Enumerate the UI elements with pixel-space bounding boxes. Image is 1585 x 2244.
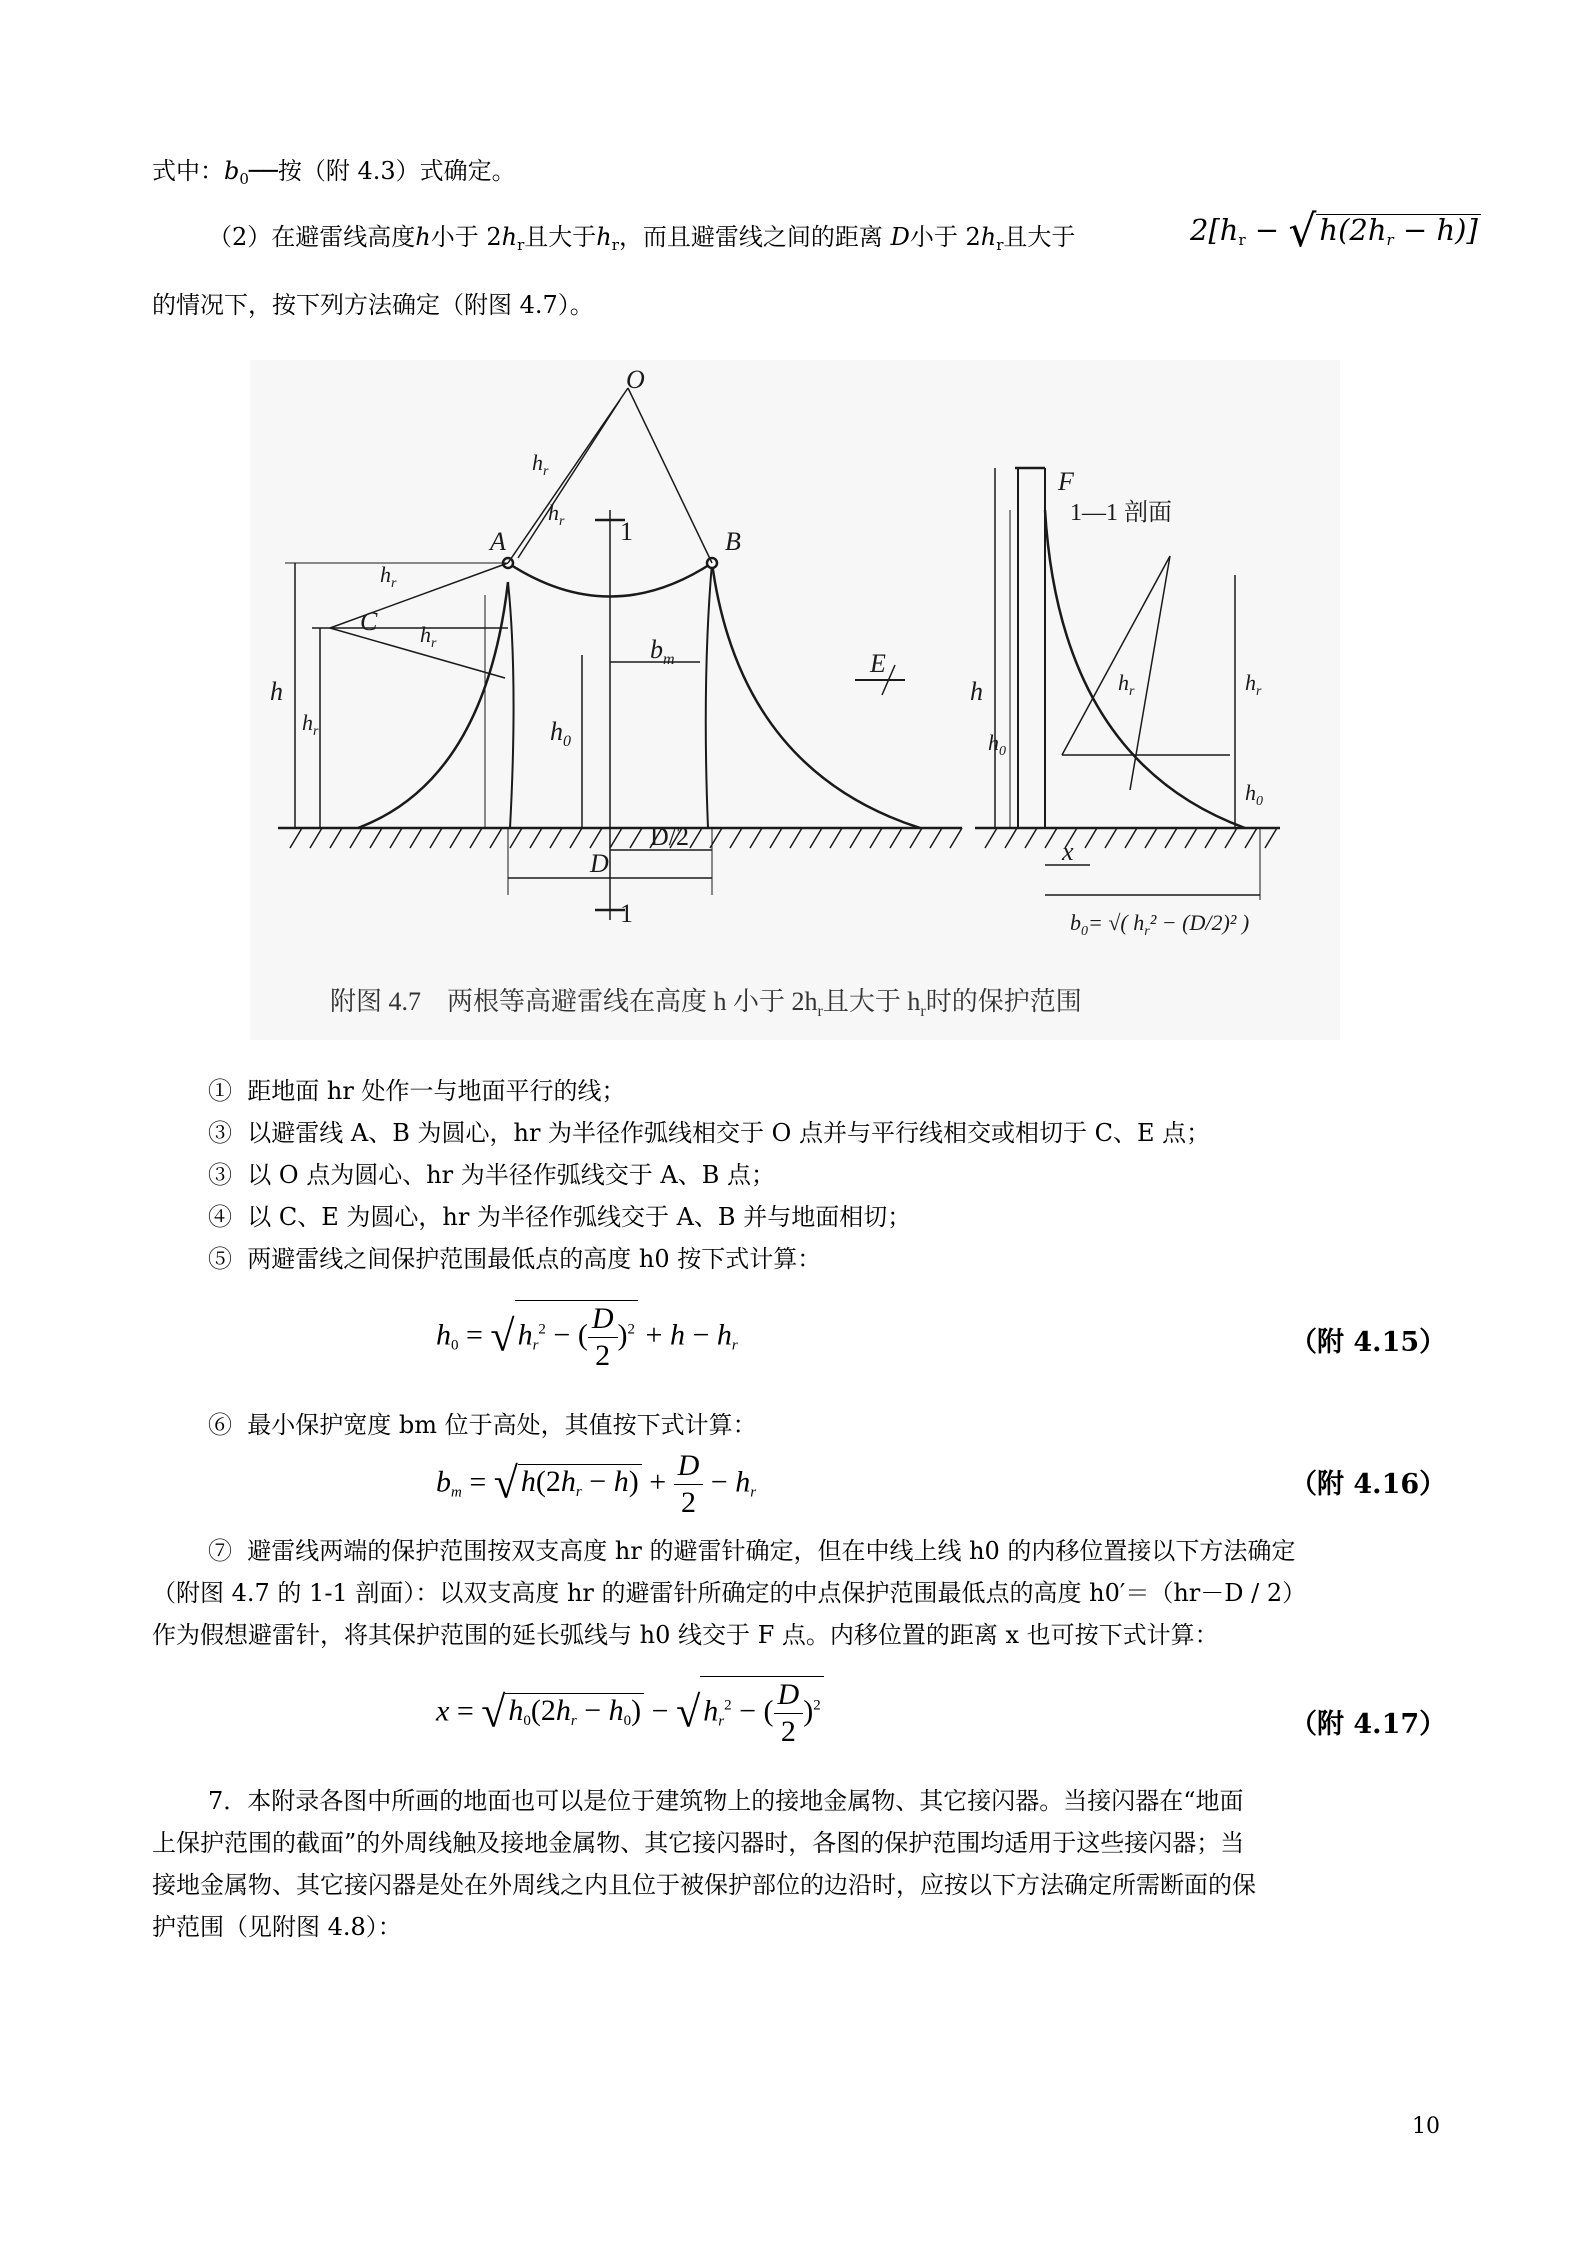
step-6-text: 最小保护宽度 bm 位于高处，其值按下式计算： bbox=[247, 1411, 757, 1439]
var-h: h bbox=[415, 223, 431, 251]
expr-part-2: h(2h bbox=[1319, 213, 1387, 247]
var-hr-3: h bbox=[980, 223, 997, 251]
label-hr-s-main: h bbox=[420, 622, 431, 647]
label-bm-main: b bbox=[650, 635, 663, 664]
equation-4-17-number: （附 4.17） bbox=[1290, 1709, 1447, 1740]
label-B: B bbox=[725, 527, 741, 556]
label-C: C bbox=[360, 607, 378, 636]
cond-text-b: 小于 2 bbox=[430, 223, 502, 251]
var-hr-2: h bbox=[596, 223, 612, 251]
step-7-marker: ⑦ bbox=[208, 1537, 232, 1565]
equation-4-15: $h_0$ = √ $h_r^2$ − ( $\frac{D}{2}$ )$^2 + h - h_r$ bbox=[436, 1302, 738, 1372]
cond-text-c: 且大于 bbox=[524, 223, 597, 251]
equation-4-15-number: （附 4.15） bbox=[1290, 1327, 1447, 1358]
label-E: E bbox=[870, 649, 886, 678]
step-5-marker: ⑤ bbox=[208, 1245, 232, 1273]
label-section-bottom: 1 bbox=[620, 899, 633, 928]
label-hr-h-main: h bbox=[380, 562, 391, 587]
eq17-radicand-1: $h_0(2h_r - h_0)$ bbox=[505, 1693, 644, 1728]
eq15-lhs: h bbox=[436, 1318, 451, 1352]
eq17-sqrt-sign-1: √ bbox=[481, 1687, 506, 1737]
label-section-title: 1—1 剖面 bbox=[1070, 500, 1172, 526]
label-O: O bbox=[626, 365, 645, 394]
label-D: D bbox=[590, 849, 609, 878]
step-1 bbox=[208, 1076, 625, 1106]
label-shr2-main: h bbox=[1245, 670, 1256, 695]
label-section-top: 1 bbox=[620, 517, 633, 546]
caption-part-3: 时的保护范围 bbox=[925, 987, 1082, 1016]
step-5 bbox=[208, 1244, 821, 1274]
step-6-marker: ⑥ bbox=[208, 1411, 232, 1439]
label-shr2-sub: r bbox=[1256, 684, 1262, 699]
figure-4-7 bbox=[250, 360, 1340, 1040]
label-hr-h-sub: r bbox=[391, 576, 397, 591]
caption-part-2: 且大于 h bbox=[822, 987, 921, 1016]
cond-text-f: 且大于 bbox=[1003, 223, 1076, 251]
step-5-text: 两避雷线之间保护范围最低点的高度 h0 按下式计算： bbox=[247, 1245, 822, 1273]
page-number: 10 bbox=[1412, 2114, 1440, 2139]
expr-part-3: − h)] bbox=[1402, 213, 1478, 247]
eq16-frac: $\frac{D}{2}$ bbox=[674, 1448, 704, 1521]
definition-text: ──按（附 4.3）式确定。 bbox=[248, 157, 516, 185]
step-2-text: 以避雷线 A、B 为圆心，hr 为半径作弧线相交于 O 点并与平行线相交或相切于 C、E 点； bbox=[247, 1119, 1211, 1147]
label-A: A bbox=[490, 527, 506, 556]
var-b-sub: 0 bbox=[239, 170, 249, 188]
expr-radicand bbox=[1316, 213, 1480, 249]
label-hr-in-sub: r bbox=[559, 514, 565, 529]
step-4 bbox=[208, 1202, 911, 1232]
step-4-text: 以 C、E 为圆心，hr 为半径作弧线交于 A、B 并与地面相切； bbox=[247, 1203, 912, 1231]
eq16-lhs-sub: m bbox=[451, 1484, 462, 1501]
label-b0-rhs: = √( h bbox=[1088, 910, 1145, 935]
step-6 bbox=[208, 1410, 757, 1440]
label-shr1-sub: r bbox=[1129, 684, 1135, 699]
label-F: F bbox=[1058, 467, 1074, 496]
figure-caption bbox=[330, 987, 1082, 1020]
sqrt-sign: √ bbox=[1288, 206, 1317, 257]
label-D-half: D/2 bbox=[650, 822, 689, 851]
eq15-lhs-sub: 0 bbox=[451, 1337, 459, 1354]
expr-part-1: 2[h bbox=[1190, 213, 1239, 247]
caption-sub-1: r bbox=[817, 1003, 823, 1020]
para-7-line-2: 上保护范围的截面”的外周线触及接地金属物、其它接闪器时，各图的保护范围均适用于这些接闪器；当 bbox=[152, 1829, 1245, 1857]
condition-expression: $2[h_r$ − √ $h(2h_r - h)$] bbox=[1190, 214, 1481, 247]
definition-line bbox=[152, 156, 516, 186]
step-7-text-1: 避雷线两端的保护范围按双支高度 hr 的避雷针确定，但在中线上线 h0 的内移位置接以下方法确定 bbox=[247, 1537, 1296, 1565]
step-7-line-2: （附图 4.7 的 1-1 剖面）：以双支高度 hr 的避雷针所确定的中点保护范围最低点的高度 h0′＝（hr－D / 2） bbox=[152, 1579, 1307, 1607]
label-h0p-main: h bbox=[1245, 780, 1256, 805]
step-7-line-3: 作为假想避雷针，将其保护范围的延长弧线与 h0 线交于 F 点。内移位置的距离 x 也可按下式计算： bbox=[152, 1621, 1219, 1649]
expr-sub-2: r bbox=[1386, 231, 1394, 249]
label-h0-sub: 0 bbox=[563, 733, 571, 750]
eq15-frac: $\frac{D}{2}$ bbox=[588, 1301, 618, 1374]
eq16-radicand: $h(2h_r - h)$ bbox=[518, 1464, 642, 1499]
label-hr-in-main: h bbox=[548, 500, 559, 525]
caption-part-1: 附图 4.7 两根等高避雷线在高度 h 小于 2h bbox=[330, 987, 818, 1016]
definition-prefix: 式中： bbox=[152, 157, 224, 185]
label-hr-v-main: h bbox=[302, 710, 313, 735]
label-hr-ao-main: h bbox=[532, 450, 543, 475]
equation-4-16-number: （附 4.16） bbox=[1290, 1469, 1447, 1500]
eq15-radicand: $h_r^2$ − ( $\frac{D}{2}$ )$^2$ bbox=[515, 1300, 638, 1374]
label-shr1-main: h bbox=[1118, 670, 1129, 695]
step-2 bbox=[208, 1118, 1210, 1148]
para-7-line-3: 接地金属物、其它接闪器是处在外周线之内且位于被保护部位的边沿时，应按以下方法确定所需断面的保 bbox=[152, 1871, 1256, 1899]
var-hr-1-sub: r bbox=[517, 236, 525, 254]
label-h0-main: h bbox=[550, 717, 563, 746]
para-7-line-1: 7．本附录各图中所画的地面也可以是位于建筑物上的接地金属物、其它接闪器。当接闪器在“地面 bbox=[208, 1787, 1244, 1815]
expr-sub-1: r bbox=[1238, 231, 1246, 249]
label-sh0-sub: 0 bbox=[999, 744, 1006, 759]
label-b0-sub: 0 bbox=[1081, 924, 1088, 939]
label-b0-r-sub: r bbox=[1144, 924, 1150, 939]
eq15-sqrt-sign: √ bbox=[490, 1311, 515, 1361]
label-b0-rhs2: ² − (D/2)² ) bbox=[1149, 910, 1250, 935]
label-section-h: h bbox=[970, 677, 983, 706]
para-7-line-4: 护范围（见附图 4.8）： bbox=[152, 1913, 402, 1941]
step-7-line-1 bbox=[208, 1536, 1295, 1566]
step-1-text: 距地面 hr 处作一与地面平行的线； bbox=[247, 1077, 626, 1105]
var-hr-1: h bbox=[501, 223, 518, 251]
label-bm-sub: m bbox=[663, 651, 675, 668]
label-hr-ao-sub: r bbox=[543, 464, 549, 479]
var-D: D bbox=[890, 223, 910, 251]
step-4-marker: ④ bbox=[208, 1203, 232, 1231]
label-hr-s-sub: r bbox=[431, 636, 437, 651]
step-3-text: 以 O 点为圆心、hr 为半径作弧线交于 A、B 点； bbox=[247, 1161, 775, 1189]
eq17-frac: $\frac{D}{2}$ bbox=[774, 1677, 804, 1750]
eq16-lhs: b bbox=[436, 1465, 451, 1499]
eq17-lhs: x bbox=[436, 1694, 450, 1728]
var-b: b bbox=[224, 157, 240, 185]
cond-text-a: （2）在避雷线高度 bbox=[208, 223, 416, 251]
eq17-radicand-2: $h_r^2$ − ( $\frac{D}{2}$ )$^2$ bbox=[700, 1676, 823, 1750]
condition-line-1 bbox=[208, 222, 1075, 252]
step-2-marker: ③ bbox=[208, 1119, 232, 1147]
var-hr-2-sub: r bbox=[611, 236, 619, 254]
equation-4-16: $b_m$ = √ $h(2h_r - h)$ + $\frac{D}{2}$ − $h_r$ bbox=[436, 1449, 757, 1519]
figure-background bbox=[250, 360, 1340, 1040]
eq17-sqrt-sign-2: √ bbox=[676, 1687, 701, 1737]
cond-text-e: 小于 2 bbox=[909, 223, 981, 251]
label-b0-main: b bbox=[1070, 910, 1081, 935]
label-x: x bbox=[1062, 837, 1074, 866]
step-1-marker: ① bbox=[208, 1077, 232, 1105]
step-3 bbox=[208, 1160, 775, 1190]
label-h0p-sub: 0 bbox=[1256, 794, 1263, 809]
caption-sub-2: r bbox=[920, 1003, 926, 1020]
label-h: h bbox=[270, 677, 283, 706]
condition-line-2: 的情况下，按下列方法确定（附图 4.7）。 bbox=[152, 291, 594, 319]
var-hr-3-sub: r bbox=[996, 236, 1004, 254]
step-3-marker: ③ bbox=[208, 1161, 232, 1189]
cond-text-d: ，而且避雷线之间的距离 bbox=[618, 223, 883, 251]
eq16-sqrt-sign: √ bbox=[493, 1458, 518, 1508]
label-b0-formula bbox=[1070, 910, 1249, 939]
label-hr-v-sub: r bbox=[313, 724, 319, 739]
label-sh0-main: h bbox=[988, 730, 999, 755]
equation-4-17: x = √ $h_0(2h_r - h_0)$ − √ $h_r^2$ − ( $\frac{D}{2}$ )$^2$ bbox=[436, 1676, 824, 1750]
